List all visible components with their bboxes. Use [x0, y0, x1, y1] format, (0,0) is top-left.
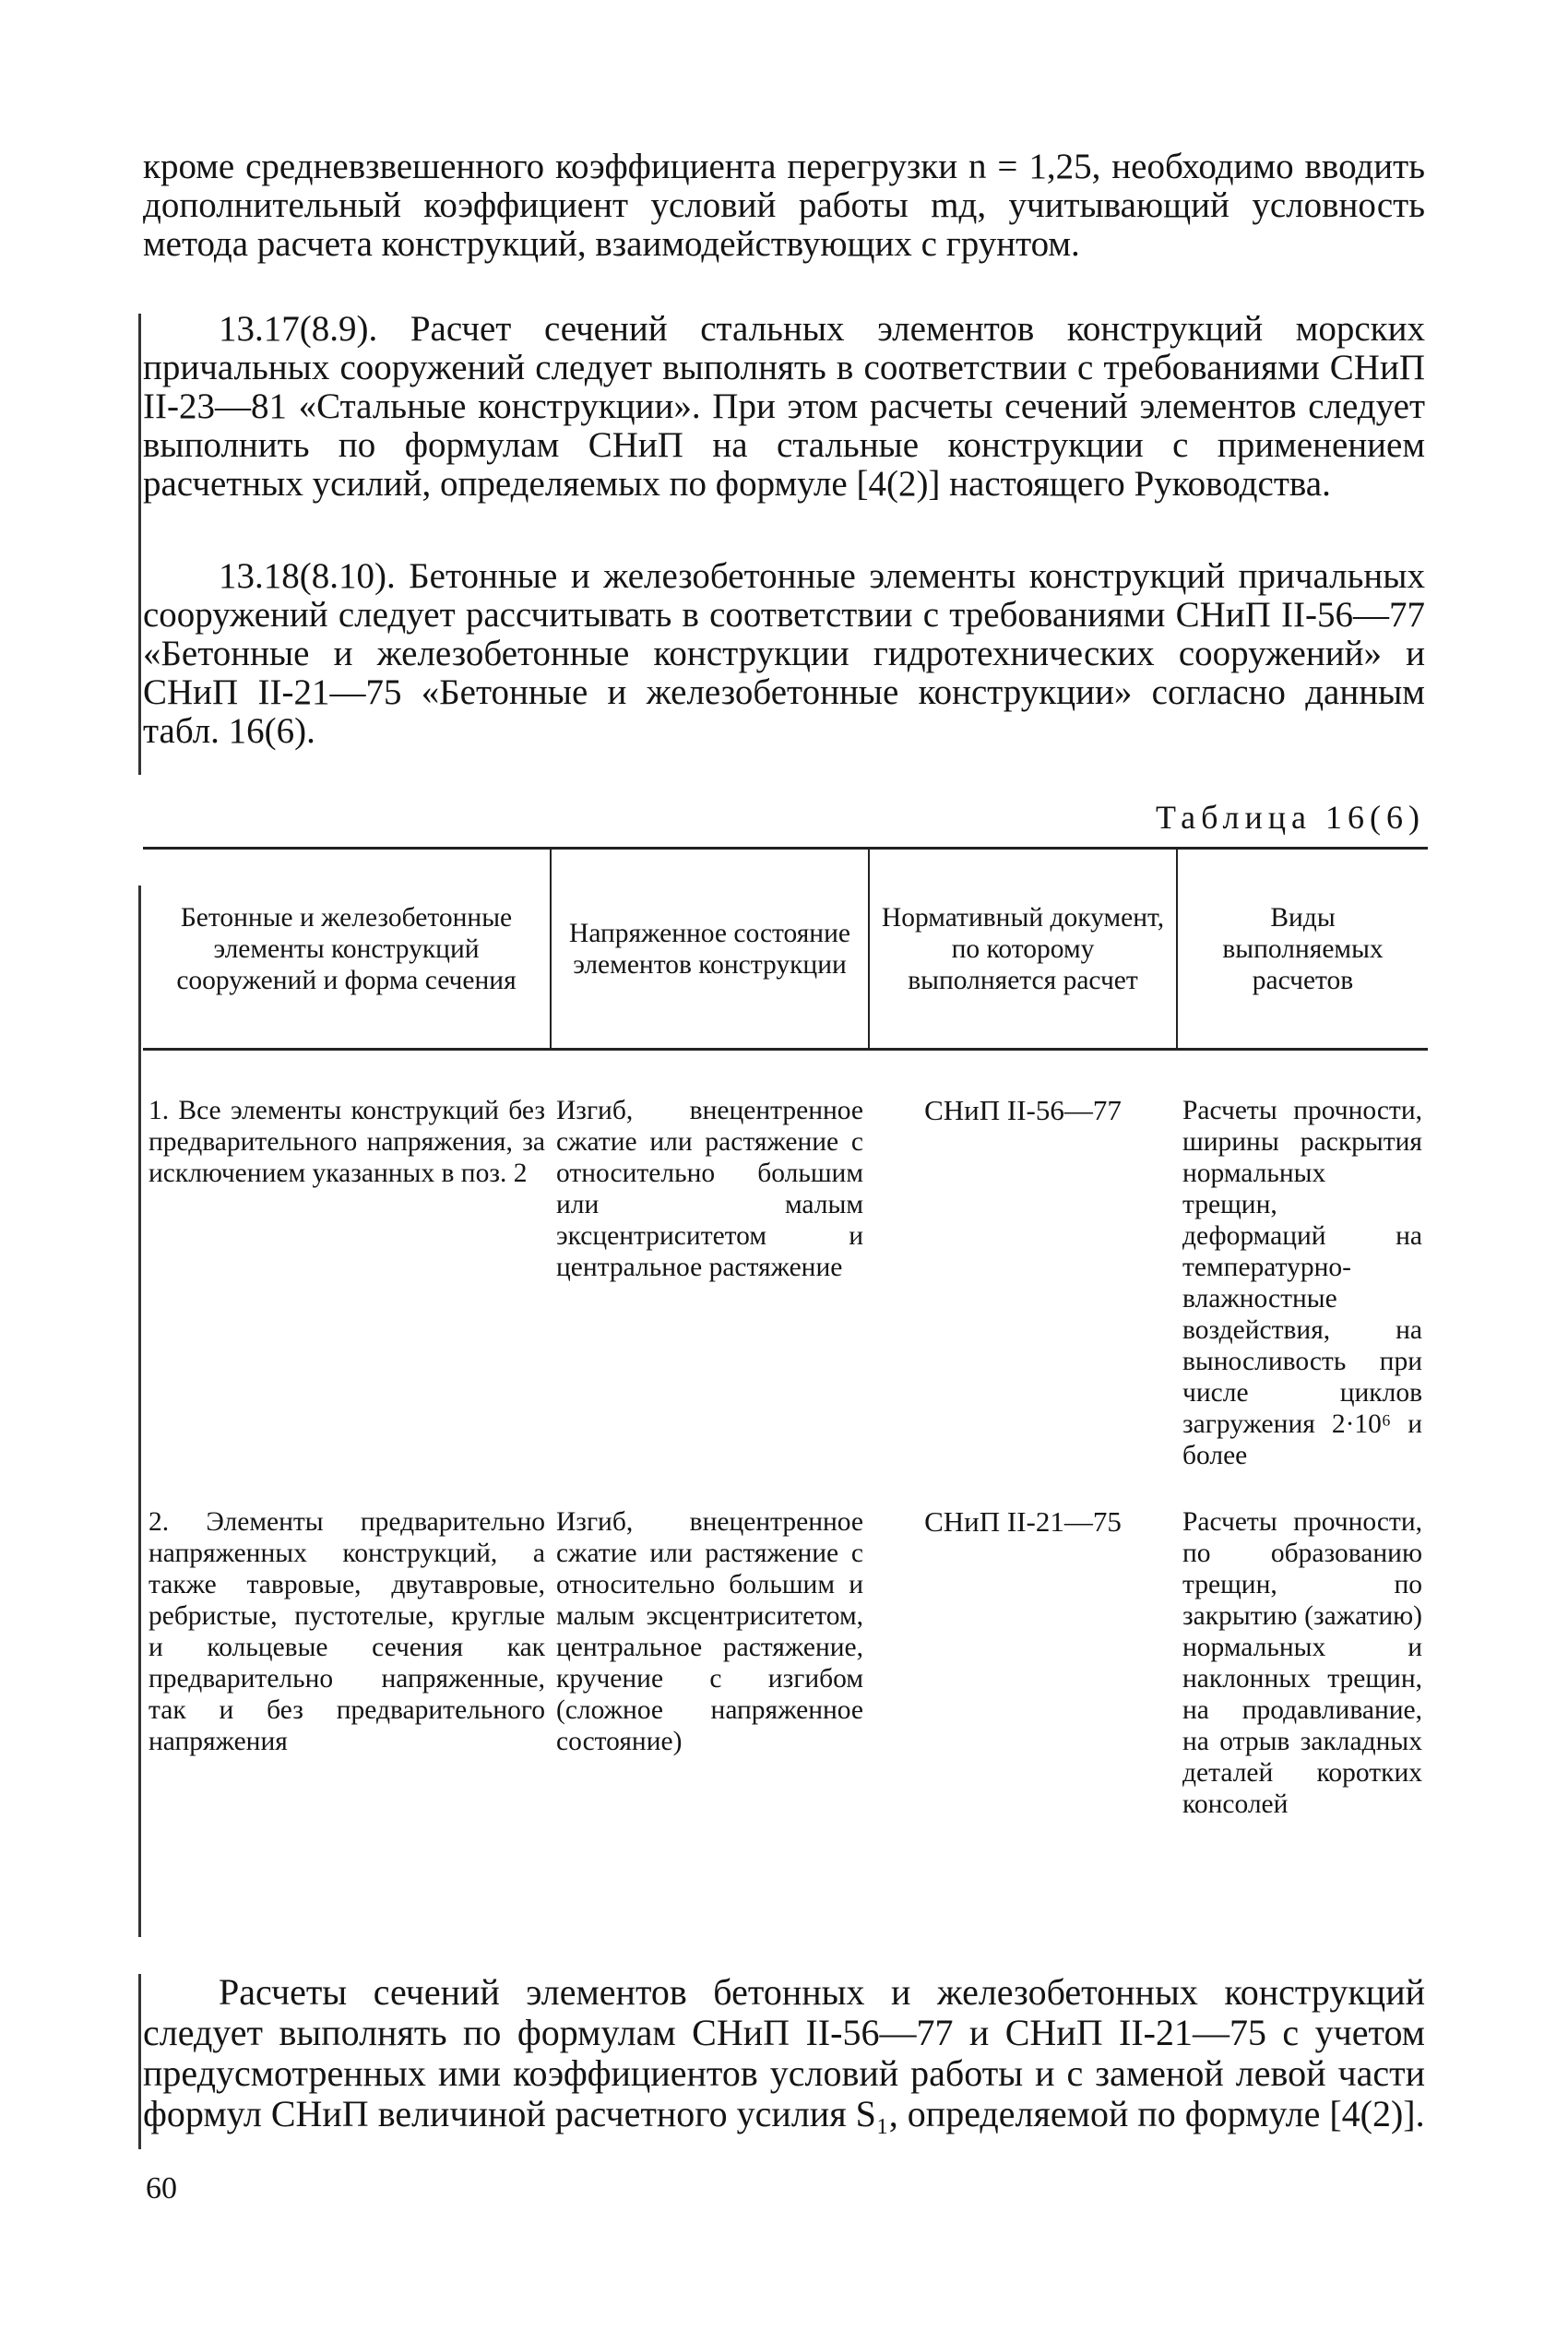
paragraph-13-17: 13.17(8.9). Расчет сечений стальных элементов конструкций морских причальных сооружений следует выполнять в соответствии с требованиями СНиП II-23—81 «Стальные конструкции». При этом расчеты сечений элементов следует выполнить по формулам СНиП на стальные конструкции с применением расчетных усилий, определяемых по формуле [4(2)] настоящего Руководства. [143, 309, 1425, 504]
paragraph-concrete-sections: Расчеты сечений элементов бетонных и железобетонных конструкций следует выполнять по формулам СНиП II-56—77 и СНиП II-21—75 с учетом предусмотренных ими коэффициентов условий работы и с заменой левой части формул СНиП величиной расчетного усилия S₁, определяемой по формуле [4(2)]. [143, 1971, 1425, 2134]
cell-element: 1. Все элементы конструкций без предварительного напряжения, за исключением указанных в поз. 2 [148, 1096, 545, 1188]
table-header-row [143, 849, 1428, 1050]
cell-stress-state: Изгиб, внецентренное сжатие или растяжение с относительно большим или малым эксцентриситетом и центральное растяжение [556, 1096, 863, 1282]
margin-bar-table [138, 886, 141, 1937]
paragraph-intro: кроме средневзвешенного коэффициента перегрузки n = 1,25, необходимо вводить дополнительный коэффициент условий работы mд, учитывающий условность метода расчета конструкций, взаимодействующих с грунтом. [143, 147, 1425, 264]
header-stress-state: Напряженное состояние элементов конструкции [551, 849, 869, 1050]
paragraph-13-18: 13.18(8.10). Бетонные и железобетонные элементы конструкций причальных сооружений следует рассчитывать в соответствии с требованиями СНиП II-56—77 «Бетонные и железобетонные конструкции гидротехнических сооружений» и СНиП II-21—75 «Бетонные и железобетонные конструкции» согласно данным табл. 16(6). [143, 556, 1425, 751]
table-row [143, 1050, 1428, 1504]
cell-calculations: Расчеты прочности, ширины раскрытия нормальных трещин, деформаций на температурно-влажностные воздействия, на выносливость при числе циклов загружения 2·10⁶ и более [1182, 1096, 1422, 1470]
cell-document: СНиП II-56—77 [924, 1094, 1122, 1126]
table-row [143, 1503, 1428, 1829]
cell-calculations: Расчеты прочности, по образованию трещин, по закрытию (зажатию) нормальных и наклонных трещин, на продавливание, на отрыв закладных деталей коротких консолей [1182, 1507, 1422, 1819]
cell-document: СНиП II-21—75 [924, 1505, 1122, 1538]
header-element: Бетонные и железобетонные элементы конструкций сооружений и форма сечения [143, 849, 551, 1050]
page-number: 60 [146, 2171, 177, 2205]
margin-bar-lower [138, 1974, 141, 2149]
header-calculation-types: Виды выполняемых расчетов [1177, 849, 1428, 1050]
cell-element: 2. Элементы предварительно напряженных конструкций, а также тавровые, двутавровые, ребристые, пустотелые, круглые и кольцевые сечения как предварительно напряженные, так и без предварительного напряжения [148, 1507, 545, 1756]
table-caption: Таблица 16(6) [1156, 799, 1425, 836]
margin-bar-upper [138, 314, 141, 775]
norms-table [143, 847, 1428, 1829]
cell-stress-state: Изгиб, внецентренное сжатие или растяжение с относительно большим и малым эксцентриситетом, центральное растяжение, кручение с изгибом (сложное напряженное состояние) [556, 1507, 863, 1756]
header-normative-document: Нормативный документ, по которому выполняется расчет [869, 849, 1177, 1050]
